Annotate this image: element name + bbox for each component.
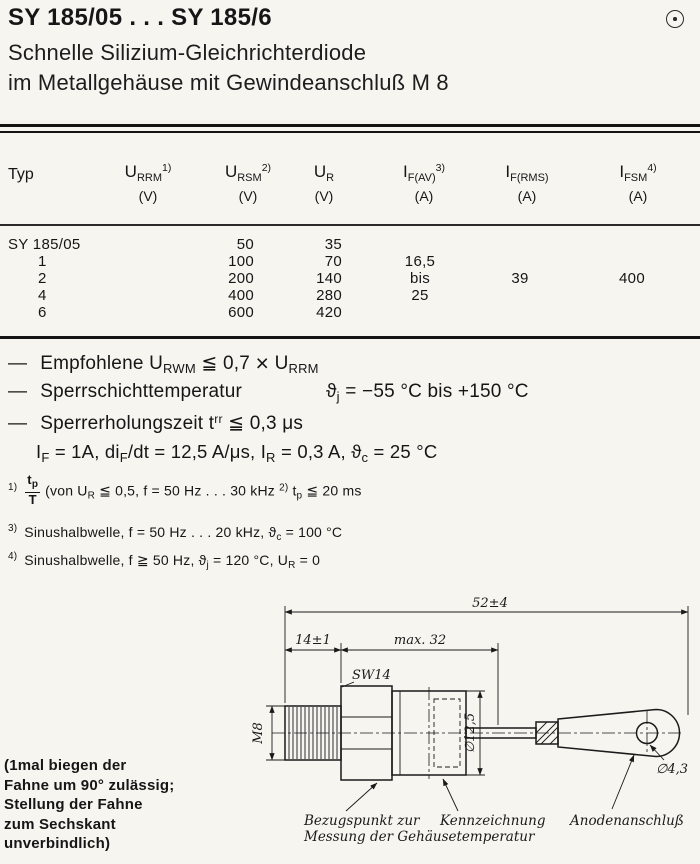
symbol-sub: c [276,532,282,543]
note-line: (1mal biegen der [4,757,127,774]
anode-label: Anodenanschluß [570,813,684,829]
cell-typ: 6 [38,304,47,321]
divider [0,131,700,133]
text-run: ≦ 0,5, f = 50 Hz . . . 30 kHz [95,482,280,499]
text-run: /dt = 12,5 A/μs, I [127,441,267,462]
note-line: Stellung der Fahne [4,796,143,813]
spec-recovery-conditions [36,441,437,465]
text-run: Sinushalbwelle, f ≧ 50 Hz, [24,552,199,568]
text-run: Empfohlene [40,353,150,374]
table-header-divider [0,224,700,226]
symbol-main: ϑ [268,524,277,540]
footnote-3 [8,523,342,543]
wrench-size-callout [342,668,391,687]
table-row [0,236,700,253]
hole-diameter-label: ∅4,3 [656,762,688,777]
note-line: Fahne um 90° zulässig; [4,776,175,794]
dim-thread-label: 14±1 [295,633,331,648]
symbol-sub: p [296,490,303,502]
symbol-sub: c [361,450,369,465]
cell-ifav: bis [409,270,431,287]
symbol-main: I [505,162,511,181]
text-run: Sinushalbwelle, f = 50 Hz . . . 20 kHz, [24,524,269,540]
ref-point-label-line2: Messung der Gehäusetemperatur [304,829,535,845]
symbol-sub: R [288,560,296,571]
fraction-denominator: T [28,491,37,507]
spec-reverse-recovery [8,412,303,435]
multiply-sign: × [255,350,270,376]
table-row [0,270,700,287]
text-run: = 100 °C [281,524,343,540]
wrench-size-label: SW14 [352,668,391,683]
symbol-sub: R [266,450,276,465]
symbol-sub: F [41,450,50,465]
symbol-main: U [124,162,137,181]
cell-ifsm: 400 [619,270,645,287]
table-row [0,304,700,321]
text-run: t [288,482,297,499]
text-run: ≦ 0,7 [195,353,256,374]
symbol-main: I [403,162,408,181]
diode-technical-drawing [228,593,696,861]
symbol [374,162,474,184]
symbol-main: t [27,472,32,487]
table-row [0,253,700,270]
unit: (V) [314,188,334,204]
symbol-main: I [619,162,625,181]
cell-typ: 2 [38,270,47,287]
text-run: Sperrerholungszeit t [40,413,215,434]
symbol-sub: p [31,479,39,490]
column-header-ur [274,162,374,204]
footnote-4 [8,551,320,571]
symbol-sub: F(RMS) [510,172,549,184]
text-run: = 1A, di [49,441,120,462]
dash-bullet: — [8,353,28,374]
text-run: (von U [45,482,88,499]
cell-urrm: 200 [228,270,254,287]
divider [0,124,700,127]
dash-bullet: — [8,413,28,434]
thread-size-label: M8 [251,722,266,744]
marking-callout [439,779,546,829]
symbol-main: U [149,353,164,374]
cell-urrm: 50 [236,236,254,253]
symbol-sup: rr [214,412,223,426]
symbol-main: ϑ [198,552,207,568]
footnote-marker: 3) [8,523,18,534]
symbol-sub: RRM [136,172,162,184]
symbol-main: U [313,162,327,181]
dimension-overall-length [285,596,688,715]
footnote-ref: 1) [162,162,172,174]
symbol-main: U [274,353,289,374]
footnote-marker: 1) [8,481,18,493]
fraction-numerator [25,473,40,493]
marking-label: Kennzeichnung [440,813,546,829]
symbol [477,162,577,184]
footnote-ref: 4) [647,162,657,174]
hole-diameter-callout [650,745,688,777]
cell-ifav: 25 [411,287,429,304]
symbol-main: I [36,441,42,462]
symbol [98,162,198,184]
dim-overall-label: 52±4 [472,596,508,611]
footnote-ref: 2) [261,162,272,174]
symbol-sub: j [336,389,340,404]
symbol-sub: F [119,450,128,465]
symbol-main: ϑ [326,381,337,402]
symbol [588,162,688,184]
column-header-typ: Typ [8,166,34,183]
symbol-main: ϑ [351,441,362,462]
cell-ifav: 16,5 [404,253,436,270]
table-row [0,287,700,304]
symbol-sub: RWM [163,361,196,376]
unit: (V) [138,188,158,204]
text-run: = 0,3 A, [275,441,352,462]
dash-bullet: — [8,381,28,402]
footnote-ref: 2) [279,482,289,494]
text-run: = 120 °C, U [208,552,289,568]
subtitle-line-1: Schnelle Silizium-Gleichrichterdiode [8,40,367,65]
cell-ur: 420 [316,304,342,321]
subtitle-line-2: im Metallgehäuse mit Gewindeanschluß M 8 [8,70,449,95]
cell-urrm: 100 [228,253,254,270]
cell-urrm: 600 [228,304,254,321]
cell-ur: 280 [316,287,342,304]
cell-ur: 35 [324,236,342,253]
text-run: ≦ 20 ms [302,482,362,499]
cell-ifrms: 39 [511,270,529,287]
fraction-tp-over-t [25,473,40,506]
body-diameter-label: ∅12,5 [463,712,478,754]
column-header-urrm [98,162,198,204]
text-run: = −55 °C bis +150 °C [339,381,529,402]
symbol-sub: F(AV) [407,172,436,184]
footnote-1 [8,473,362,506]
cell-typ: SY 185/05 [8,236,81,253]
column-header-ifrms [477,162,577,204]
symbol [274,162,374,184]
cell-ur: 140 [316,270,342,287]
text-run: ≦ 0,3 μs [222,413,304,434]
note-line: unverbindlich) [4,835,111,852]
footnote-ref: 3) [435,162,445,174]
symbol-sub: j [206,560,209,571]
bend-note [4,756,239,854]
table-bottom-divider [0,336,700,339]
unit: (A) [414,188,434,204]
threaded-stud [285,706,341,760]
symbol-sub: RRM [288,361,319,376]
unit: (A) [628,188,648,204]
circled-dot-logo-icon [666,10,684,28]
note-line: zum Sechskant [4,815,116,833]
cell-urrm: 400 [228,287,254,304]
column-header-ifav [374,162,474,204]
cell-typ: 4 [38,287,47,304]
text-run: Sperrschichttemperatur [40,381,243,402]
symbol-sub: R [87,490,95,502]
symbol-sub: RSM [237,172,262,184]
text-run: = 0 [295,552,321,568]
spec-junction-temperature [8,381,529,404]
column-header-ifsm [588,162,688,204]
dim-body-label: max. 32 [393,633,447,648]
unit: (V) [238,188,258,204]
unit: (A) [517,188,537,204]
symbol-main: U [224,162,238,181]
ref-point-label-line1: Bezugspunkt zur [304,813,420,829]
cell-typ: 1 [38,253,47,270]
text-run: = 25 °C [368,441,438,462]
symbol-sub: FSM [624,172,648,184]
page-title: SY 185/05 . . . SY 185/6 [8,4,272,31]
footnote-marker: 4) [8,551,18,562]
symbol-sub: R [326,172,335,184]
cell-ur: 70 [324,253,342,270]
spec-recommended-urwm [8,350,319,377]
